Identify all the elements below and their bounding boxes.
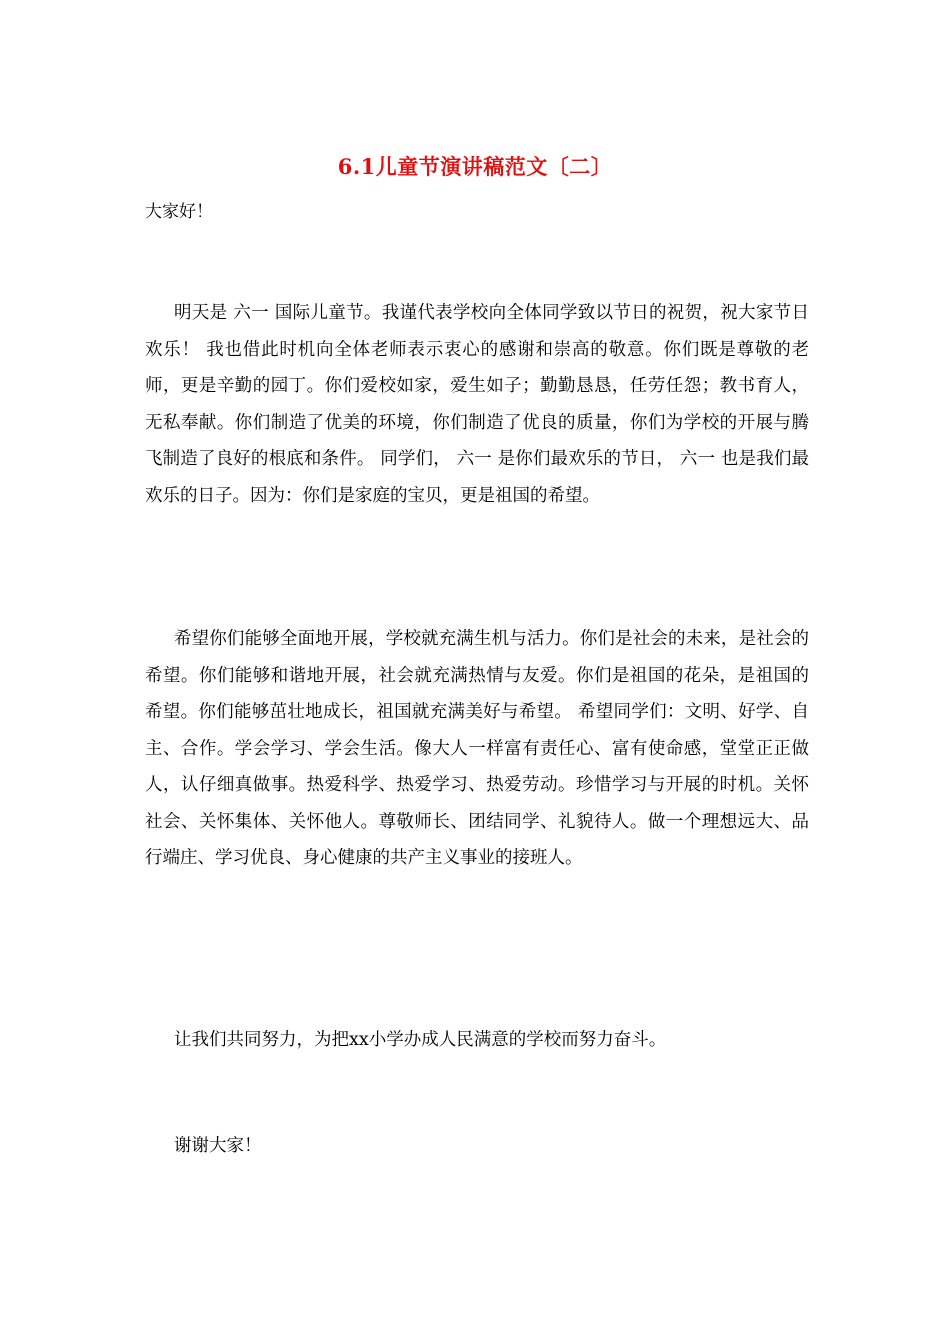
greeting-line: 大家好！ [145, 202, 213, 222]
body-paragraph-3: 让我们共同努力，为把xx小学办成人民满意的学校而努力奋斗。 [174, 1030, 667, 1050]
body-paragraph-2: 希望你们能够全面地开展，学校就充满生机与活力。你们是社会的未来，是社会的希望。你们能够和谐地开展，社会就充满热情与友爱。你们是祖国的花朵，是祖国的希望。你们能够茁壮地成长，祖国就充满美好与希望。 希望同学们：文明、好学、自主、合作。学会学习、学会生活。像大人一样富有责任心、富有使命感，堂堂正正做人，认仔细真做事。热爱科学、热爱学习、热爱劳动。珍惜学习与开展的时机。关怀社会、关怀集体、关怀他人。尊敬师长、团结同学、礼貌待人。做一个理想远大、品行端庄、学习优良、身心健康的共产主义事业的接班人。 [145, 629, 809, 868]
closing-line: 谢谢大家！ [174, 1136, 262, 1156]
document-title: 6.1儿童节演讲稿范文〔二〕 [337, 154, 613, 179]
body-paragraph-1: 明天是 六一 国际儿童节。我谨代表学校向全体同学致以节日的祝贺，祝大家节日欢乐！ 我也借此时机向全体老师表示衷心的感谢和崇高的敬意。你们既是尊敬的老师，更是辛勤的园丁。你们爱校如家，爱生如子；勤勤恳恳，任劳任怨；教书育人，无私奉献。你们制造了优美的环境，你们制造了优良的质量，你们为学校的开展与腾飞制造了良好的根底和条件。 同学们， 六一 是你们最欢乐的节日， 六一 也是我们最欢乐的日子。因为：你们是家庭的宝贝，更是祖国的希望。 [145, 303, 809, 506]
